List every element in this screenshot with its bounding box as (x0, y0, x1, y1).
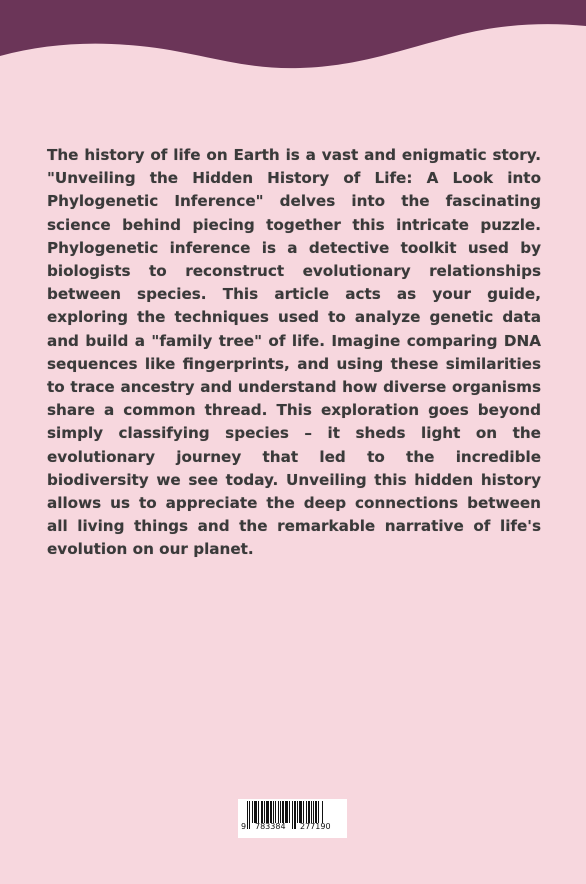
isbn-barcode (238, 799, 347, 838)
barcode-left-digits: 783384 (255, 822, 286, 831)
back-cover-blurb: The history of life on Earth is a vast and enigmatic story. "Unveiling the Hidden History of Life: A Look into Phylogenetic Inference" delves into the fascinating science behind piecing together this intricate puzzle. Phylogenetic inference is a detective toolkit used by biologists to reconstruct evolutionary relationships between species. This article acts as your guide, exploring the techniques used to analyze genetic data and build a "family tree" of life. Imagine comparing DNA sequences like fingerprints, and using these similarities to trace ancestry and understand how diverse organisms share a common thread. This exploration goes beyond simply classifying species – it sheds light on the evolutionary journey that led to the incredible biodiversity we see today. Unveiling this hidden history allows us to appreciate the deep connections between all living things and the remarkable narrative of life's evolution on our planet. (47, 146, 541, 559)
barcode-bars (238, 799, 347, 838)
barcode-right-digits: 277190 (300, 822, 331, 831)
barcode-prefix-digit: 9 (241, 822, 247, 831)
header-wave-band (0, 0, 586, 80)
